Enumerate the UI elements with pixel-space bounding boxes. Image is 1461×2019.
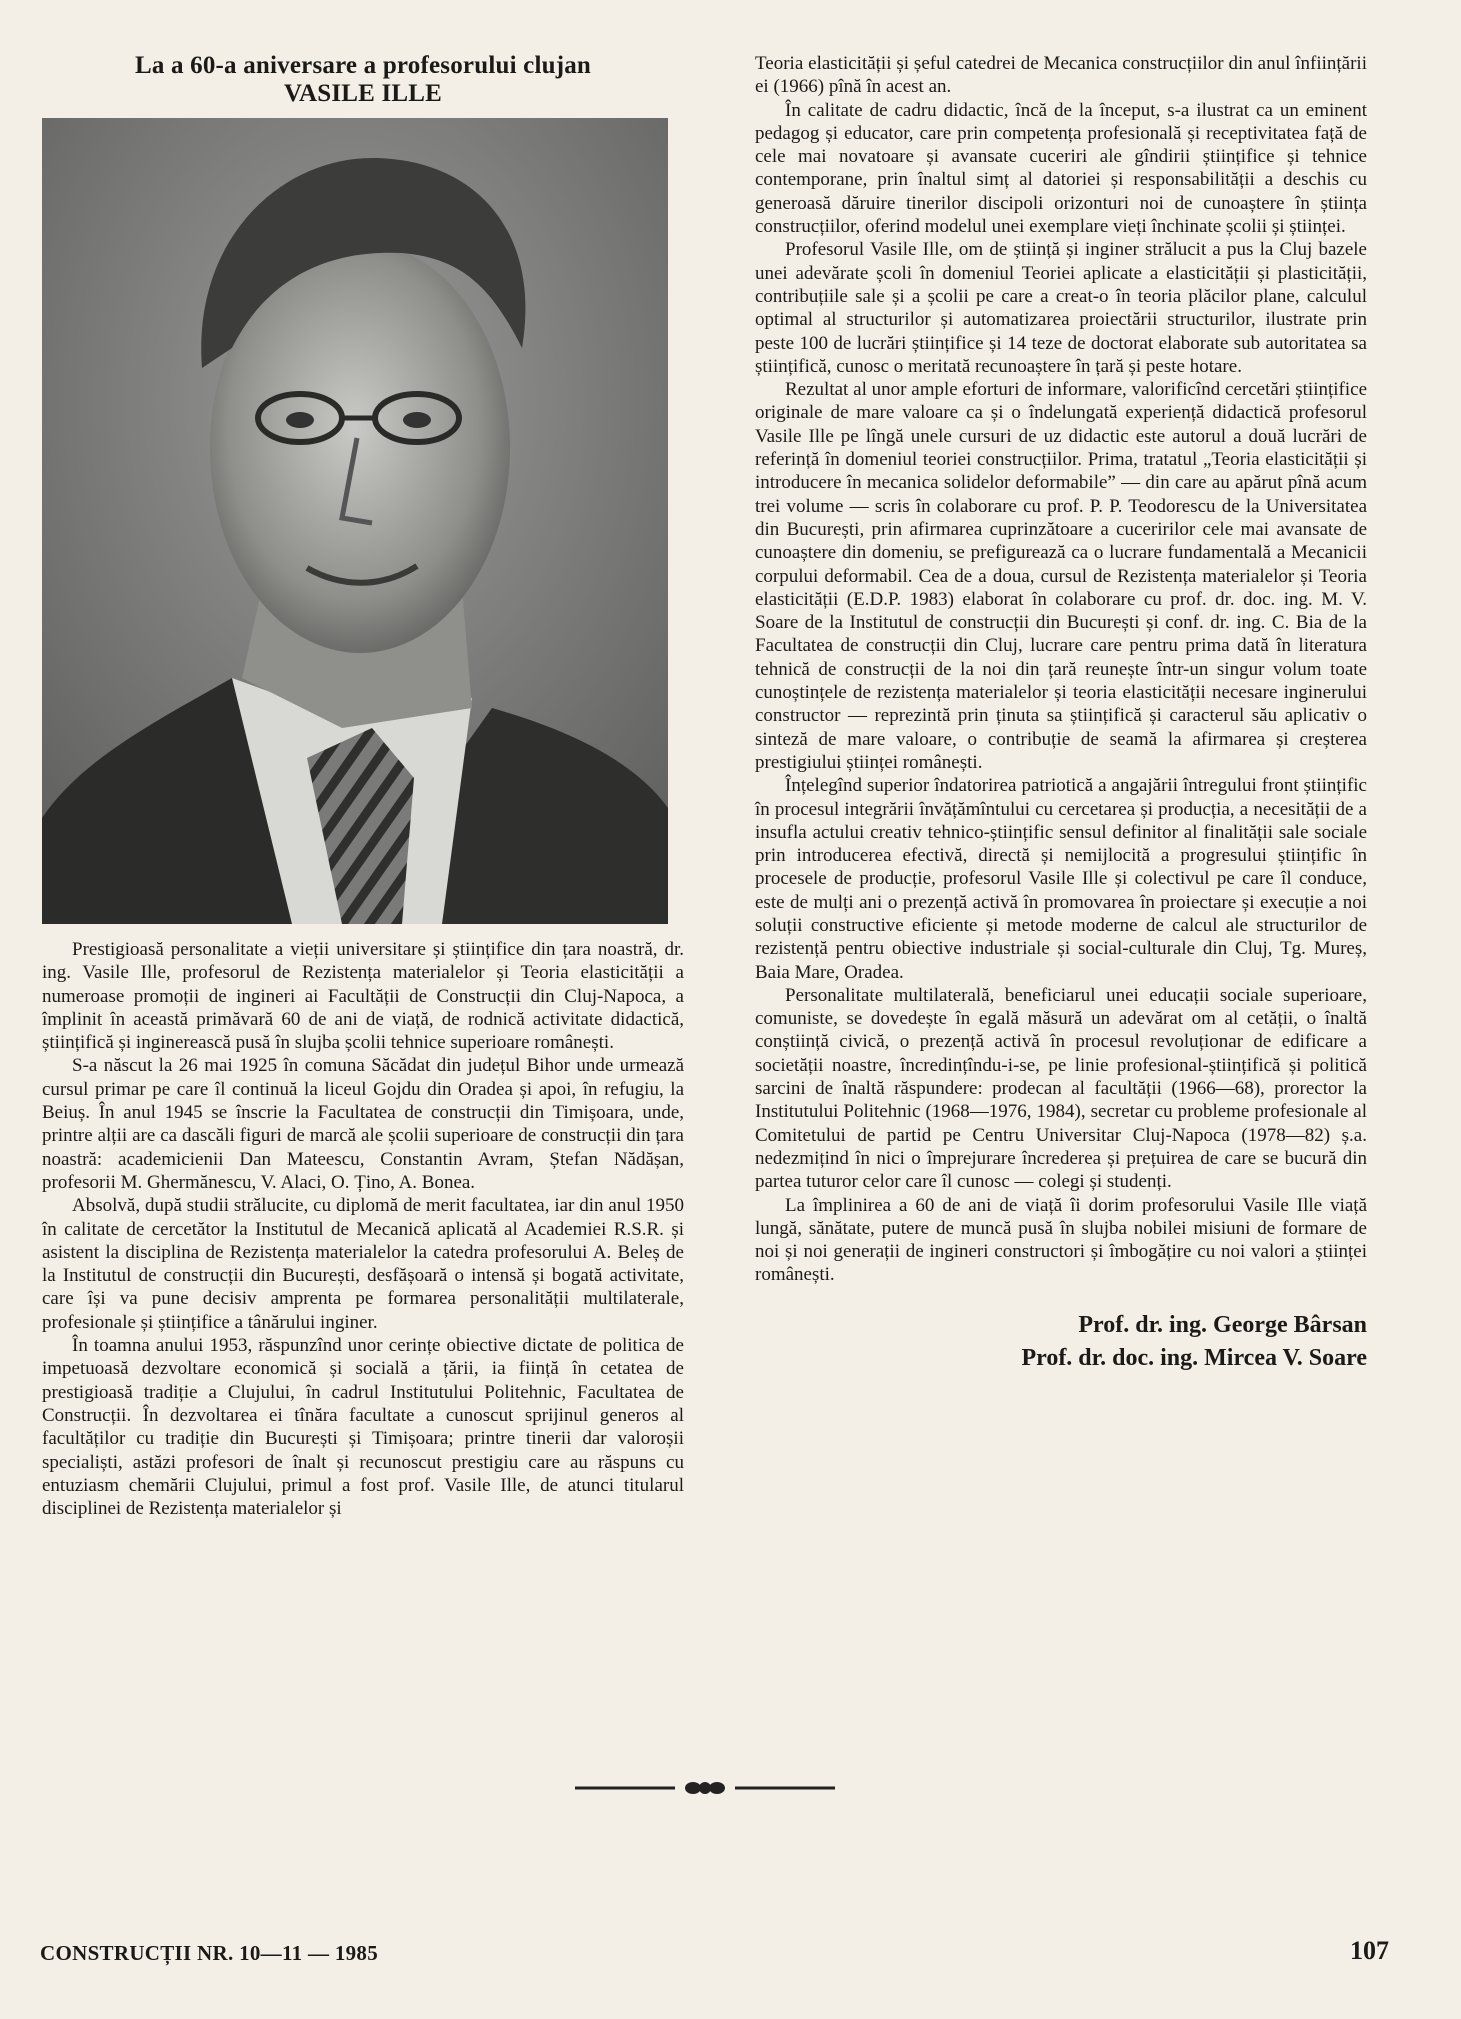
page-number: 107 <box>1350 1936 1389 1965</box>
headline-line-2: VASILE ILLE <box>283 80 443 107</box>
author-signatures <box>755 1309 1367 1375</box>
paragraph-9: Personalitate multilaterală, beneficiarul unei educații sociale superioare, comuniste, se dovedește în egală măsură un adevărat om al cetății, o înaltă conștiință civică, o prezență activă în procesul revoluționar de edificare a societății noastre, încredințîndu-i-se, pe linie profesional-științifică și politică sarcini de înaltă răspundere: prodecan al facultății (1966—68), prorector la Institutului Politehnic (1968—1976, 1984), secretar cu probleme profesionale al Comitetului de partid pe Centru Universitar Cluj-Napoca (1978—82) ș.a. nedezmițind în nici o împrejurare încrederea și prețuirea de care se bucură din partea tuturor celor care îl cunosc — colegi și studenți. <box>755 984 1367 1193</box>
paragraph-2: S-a născut la 26 mai 1925 în comuna Săcădat din județul Bihor unde urmează cursul primar pe care îl continuă la liceul Gojdu din Oradea și apoi, în refugiu, la Beiuș. În anul 1945 se înscrie la Facultatea de construcții din Timișoara, unde, printre alții are ca dascăli figuri de marcă ale școlii superioare de construcții din țara noastră: academicienii Dan Mateescu, Constantin Avram, Ștefan Nădășan, profesorii M. Ghermănescu, V. Alaci, O. Țino, A. Bonea. <box>42 1055 684 1193</box>
author-1: Prof. dr. ing. George Bârsan <box>1078 1311 1367 1338</box>
paragraph-8: Înțelegînd superior îndatorirea patriotică a angajării întregului front științific în procesul integrării învățămîntului cu cercetarea și producția, a necesității de a insufla actului creativ tehnico-științific sensul definitor al finalității sale sociale prin introducerea efectivă, directă și nemijlocită a progresului științific în procesele de producție, profesorul Vasile Ille și colectivul pe care îl conduce, este de mulți ani o prezență activă în promovarea în proiectare și execuție a noi soluții constructive eficiente și metode moderne de calcul ale structurilor de rezistență pentru obiective industriale și social-culturale din Cluj, Tg. Mureș, Baia Mare, Oradea. <box>755 775 1367 983</box>
paragraph-10: La împlinirea a 60 de ani de viață îi dorim profesorului Vasile Ille viață lungă, sănătate, putere de muncă pusă în slujba nobilei misiuni de formare de noi și noi generații de ingineri constructori și îmbogățire cu noi valori a științei românești. <box>755 1194 1367 1286</box>
paragraph-6: Profesorul Vasile Ille, om de știință și inginer strălucit a pus la Cluj bazele unei adevărate școli în domeniul Teoriei aplicate a elasticității și plasticității, contribuțiile sale și a școlii pe care a creat-o în teoria plăcilor plane, calculul optimal al structurilor și automatizarea proiectării structurilor, ilustrate prin peste 100 de lucrări științifice și 14 teze de doctorat elaborate sub autoritatea sa științifică, cunosc o meritată recunoaștere în țară și peste hotare. <box>755 239 1367 377</box>
divider-ornament <box>575 1776 835 1800</box>
paragraph-3: Absolvă, după studii strălucite, cu diplomă de merit facultatea, iar din anul 1950 în calitate de cercetător la Institutul de Mecanică aplicată al Academiei R.S.R. și asistent la disciplina de Rezistența materialelor la catedra profesorului A. Beleș de la Institutul de construcții din București, desfășoară o intensă și bogată activitate, care își va pune decisiv amprenta pe formarea personalității multilaterale, profesionale și științifice a tânărului inginer. <box>42 1195 684 1333</box>
left-column <box>42 52 684 1520</box>
paragraph-continuation: Teoria elasticității și șeful catedrei de Mecanica construcțiilor din anul înființării ei (1966) pînă în acest an. <box>755 53 1367 98</box>
paragraph-1: Prestigioasă personalitate a vieții universitare și științifice din țara noastră, dr. ing. Vasile Ille, profesorul de Rezistența materialelor și Teoria elasticității a numeroase promoții de ingineri ai Facultății de Construcții din Cluj-Napoca, a împlinit în această primăvară 60 de ani de viață, de rodnică activitate didactică, științifică și inginerească pusă în slujba școlii tehnice superioare românești. <box>42 939 684 1054</box>
right-column <box>755 52 1367 1375</box>
headline-line-1: La a 60-a aniversare a profesorului clujan <box>134 52 592 79</box>
article-headline <box>42 52 684 108</box>
paragraph-5: În calitate de cadru didactic, încă de la început, s-a ilustrat ca un eminent pedagog și educator, care prin competența profesională și receptivitatea față de cele mai novatoare și avansate cuceriri ale gîndirii științifice și tehnice contemporane, prin înaltul simț al datoriei și responsabilității a deschis cu generoasă dăruire tinerilor discipoli orizonturi noi de cunoaștere în știința construcțiilor, oferind modelul unei exemplare vieți închinate școlii și științei. <box>755 99 1367 238</box>
portrait-photo <box>42 118 668 924</box>
author-2: Prof. dr. doc. ing. Mircea V. Soare <box>1021 1344 1367 1371</box>
journal-footer: CONSTRUCȚII NR. 10—11 — 1985 <box>40 1941 379 1965</box>
paragraph-4: În toamna anului 1953, răspunzînd unor cerințe obiective dictate de politica de impetuoasă dezvoltare economică și socială a țării, ia ființă în cetatea de prestigioasă tradiție a Clujului, în cadrul Institutului Politehnic, Facultatea de Construcții. În dezvoltarea ei tînăra facultate a cunoscut sprijinul generos al facultăților cu tradiție din București și Timișoara; printre tinerii dar valoroșii specialiști, astăzi profesori de înalt și recunoscut prestigiu care au răspuns cu entuziasm chemării Clujului, primul a fost prof. Vasile Ille, de atunci titularul disciplinei de Rezistența materialelor și <box>42 1335 684 1520</box>
paragraph-7: Rezultat al unor ample eforturi de informare, valorificînd cercetări științifice originale de mare valoare ca și o îndelungată experiență didactică profesorul Vasile Ille pe lîngă unele cursuri de uz didactic este autorul a două lucrări de referință în domeniul teoriei construcțiilor. Prima, tratatul „Teoria elasticității și introducere în mecanica solidelor deformabile” — din care au apărut pînă acum trei volume — scris în colaborare cu prof. P. P. Teodorescu de la Universitatea din București, prin afirmarea cuprinzătoare a cuceririlor cele mai avansate de cunoaștere din domeniu, se prefigurează ca o lucrare fundamentală a Mecanicii corpului deformabil. Cea de a doua, cursul de Rezistența materialelor și Teoria elasticității (E.D.P. 1983) elaborat în colaborare cu prof. dr. doc. ing. M. V. Soare de la Institutul de construcții din București și conf. dr. ing. C. Bia de la Facultatea de construcții din Cluj, lucrare care pentru prima dată în literatura tehnică de construcții de la noi din țară reunește într-un singur volum toate cunoștințele de rezistența materialelor și teoria elasticității necesare inginerului constructor — reprezintă prin ținuta sa științifică și caracterul său aplicativ o sinteză de mare valoare, o contribuție de seamă la afirmarea și creșterea prestigiului științei românești. <box>755 379 1367 773</box>
portrait-image <box>42 118 668 924</box>
